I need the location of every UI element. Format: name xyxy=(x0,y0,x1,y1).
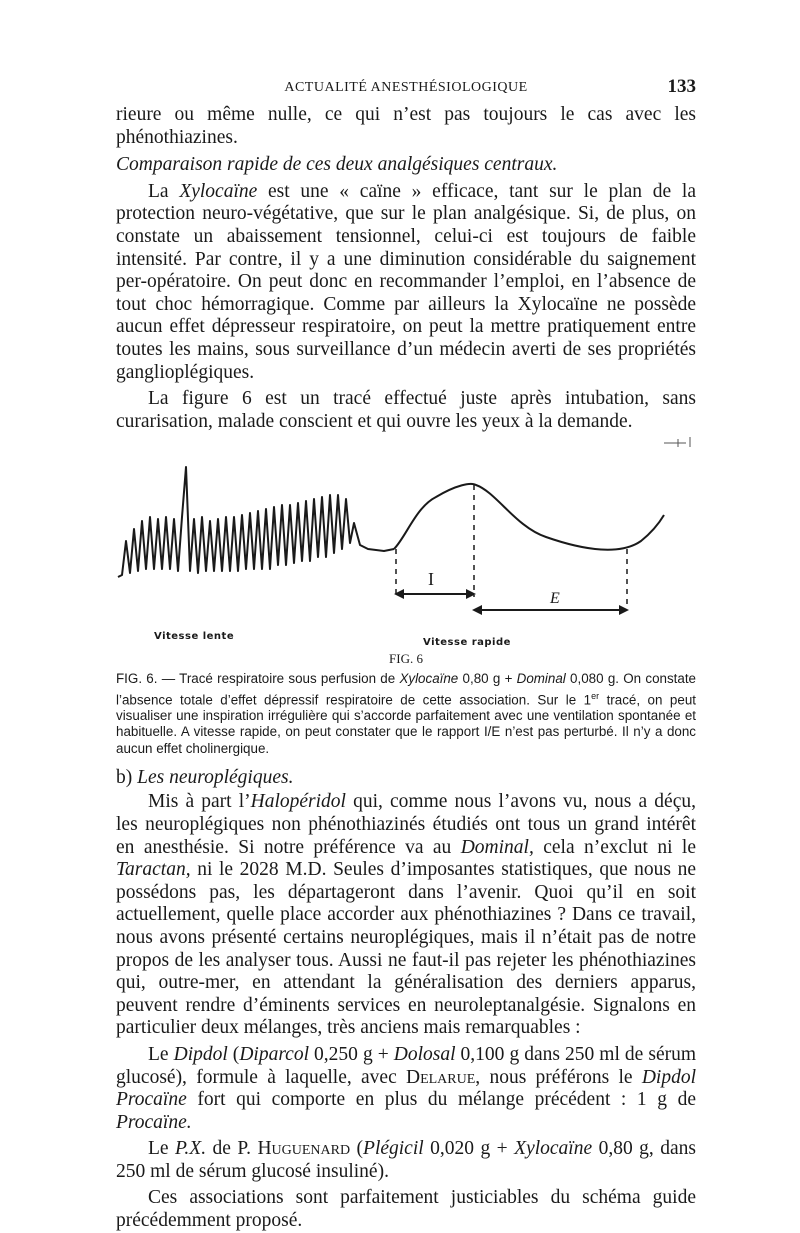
page-number: 133 xyxy=(667,76,696,97)
text-run: 0,020 g + xyxy=(423,1138,515,1160)
label-slow-speed: Vitesse lente xyxy=(154,631,235,643)
page-header xyxy=(116,76,696,104)
text-run: 0,080 g. On constate l’absence totale d’effet dépressif respiratoire de cette association. Sur le 1 xyxy=(116,671,696,707)
drug-name: Dominal xyxy=(516,671,566,687)
text-run: ni le 2028 M.D. Seules d’imposantes statistiques, que nous ne possédons pas, les départageront dans l’avenir. Quoi qu’il en soit actuellement, quelle place accorder aux phénothiazines ? Dans ce travail, nous avons présenté certains neuroplégiques, mais il n’était pas de notre propos de les analyser tous. Aussi ne faut-il pas rejeter les phénothiazines qui, outre-mer, en attendant la généralisation des derniers apparus, peuvent rendre d’éminents services en neuroleptanalgésie. Signalons en particulier deux mélanges, très anciens mais remarquables : xyxy=(116,859,696,1039)
slow-speed-trace xyxy=(118,467,394,577)
text-run: qui, comme nous l’avons vu, nous a déçu, les neuroplégiques non phénothiazinés étudiés ont tous un grand intérêt en anesthésie. Si notre préférence va au xyxy=(116,791,696,858)
drug-name: Taractan, xyxy=(116,859,191,881)
figure-number: FIG. 6 xyxy=(389,651,423,667)
paragraph-neuroplegiques xyxy=(116,791,696,1040)
expiration-arrowhead-right xyxy=(619,605,629,615)
paragraph-conclusion: Ces associations sont parfaitement justiciables du schéma guide précédemment proposé. xyxy=(116,1187,696,1232)
drug-name: Dolosal xyxy=(393,1043,456,1065)
section-title: Les neuroplégiques. xyxy=(137,766,294,788)
paragraph-dipdol xyxy=(116,1044,696,1134)
section-heading-b xyxy=(116,767,696,790)
paragraph-figure-intro: La figure 6 est un tracé effectué juste après intubation, sans curarisation, malade conscient et qui ouvre les yeux à la demande. xyxy=(116,388,696,432)
text-run: fort qui comporte en plus du mélange précédent : 1 g de xyxy=(186,1089,696,1111)
superscript: er xyxy=(591,690,600,701)
author-name: Huguenard xyxy=(257,1138,351,1160)
text-run: FIG. 6. — Tracé respiratoire sous perfusion de xyxy=(116,671,400,687)
drug-name: Procaïne. xyxy=(116,1111,192,1133)
running-title: ACTUALITÉ ANESTHÉSIOLOGIQUE xyxy=(284,80,528,95)
subheading-comparison: Comparaison rapide de ces deux analgésiques centraux. xyxy=(116,154,558,176)
section-letter: b) xyxy=(116,766,138,788)
drug-name: Xylocaïne xyxy=(399,671,459,687)
author-name: Delarue xyxy=(406,1066,476,1088)
drug-name: Dipdol Procaïne xyxy=(116,1066,696,1111)
text-run: cela n’exclut ni le xyxy=(533,836,696,858)
text-run: 0,250 g + xyxy=(309,1043,394,1065)
paragraph-continuation: rieure ou même nulle, ce qui n’est pas toujours le cas avec les phénothiazines. xyxy=(116,104,696,148)
expiration-arrowhead-left xyxy=(472,605,482,615)
text-run: La xyxy=(148,180,180,202)
drug-name: Xylocaïne xyxy=(514,1138,593,1160)
drug-name: Diparcol xyxy=(239,1043,310,1065)
text-run: tracé, on peut visualiser une inspiration irrégulière qui s’accorde parfaitement avec une ventilation spontanée et habituelle. A vitesse rapide, on peut constater que le rapport I/E n’est pas perturbé. Il n’y a donc aucun effet cholinergique. xyxy=(116,691,696,756)
drug-name: Dipdol xyxy=(173,1043,228,1065)
text-run: Mis à part l’ xyxy=(148,791,251,813)
text-run: ( xyxy=(227,1043,240,1065)
respiratory-trace-drawing xyxy=(116,437,696,637)
label-inspiration: I xyxy=(428,569,434,590)
text-run: 0,80 g, dans 250 ml de sérum glucosé insuliné). xyxy=(116,1138,696,1182)
paragraph-xylocaine xyxy=(116,181,696,384)
drug-name: Xylocaïne xyxy=(179,180,258,202)
page xyxy=(116,76,696,1233)
text-run: Le xyxy=(148,1138,176,1160)
text-run: est une « caïne » efficace, tant sur le plan de la protection neuro-végétative, que sur le plan analgésique. Si, de plus, on constate un abaissement tensionnel, celui-ci est toujours de faible intensité. Par contre, il y a une diminution considérable du saignement per-opératoire. On peut donc en recommander l’emploi, en l’absence de tout choc hémorragique. Comme par ailleurs la Xylocaïne ne possède aucun effet dépresseur respiratoire, on peut la mettre pratiquement entre toutes les mains, sous surveillance d’un médecin averti de ses propriétés ganglioplégiques. xyxy=(116,180,696,383)
inspiration-arrowhead-right xyxy=(466,589,476,599)
scribble-mark xyxy=(664,437,690,447)
label-fast-speed: Vitesse rapide xyxy=(423,637,511,649)
paragraph-px xyxy=(116,1138,696,1183)
label-expiration: E xyxy=(550,590,560,608)
fast-speed-trace xyxy=(394,484,664,550)
drug-name: P.X. xyxy=(175,1138,207,1160)
drug-name: Plégicil xyxy=(363,1138,424,1160)
text-run: , nous préférons le xyxy=(475,1066,642,1088)
text-run: de P. xyxy=(206,1138,258,1160)
figure-6 xyxy=(116,437,696,669)
drug-name: Dominal, xyxy=(460,836,534,858)
text-run: 0,80 g + xyxy=(458,671,517,687)
text-run: ( xyxy=(350,1138,364,1160)
text-run: 0,100 g dans 250 ml de sérum glucosé), formule à laquelle, avec xyxy=(116,1043,697,1088)
text-run: Le xyxy=(148,1043,174,1065)
drug-name: Halopéridol xyxy=(250,791,346,813)
figure-caption xyxy=(116,671,696,756)
